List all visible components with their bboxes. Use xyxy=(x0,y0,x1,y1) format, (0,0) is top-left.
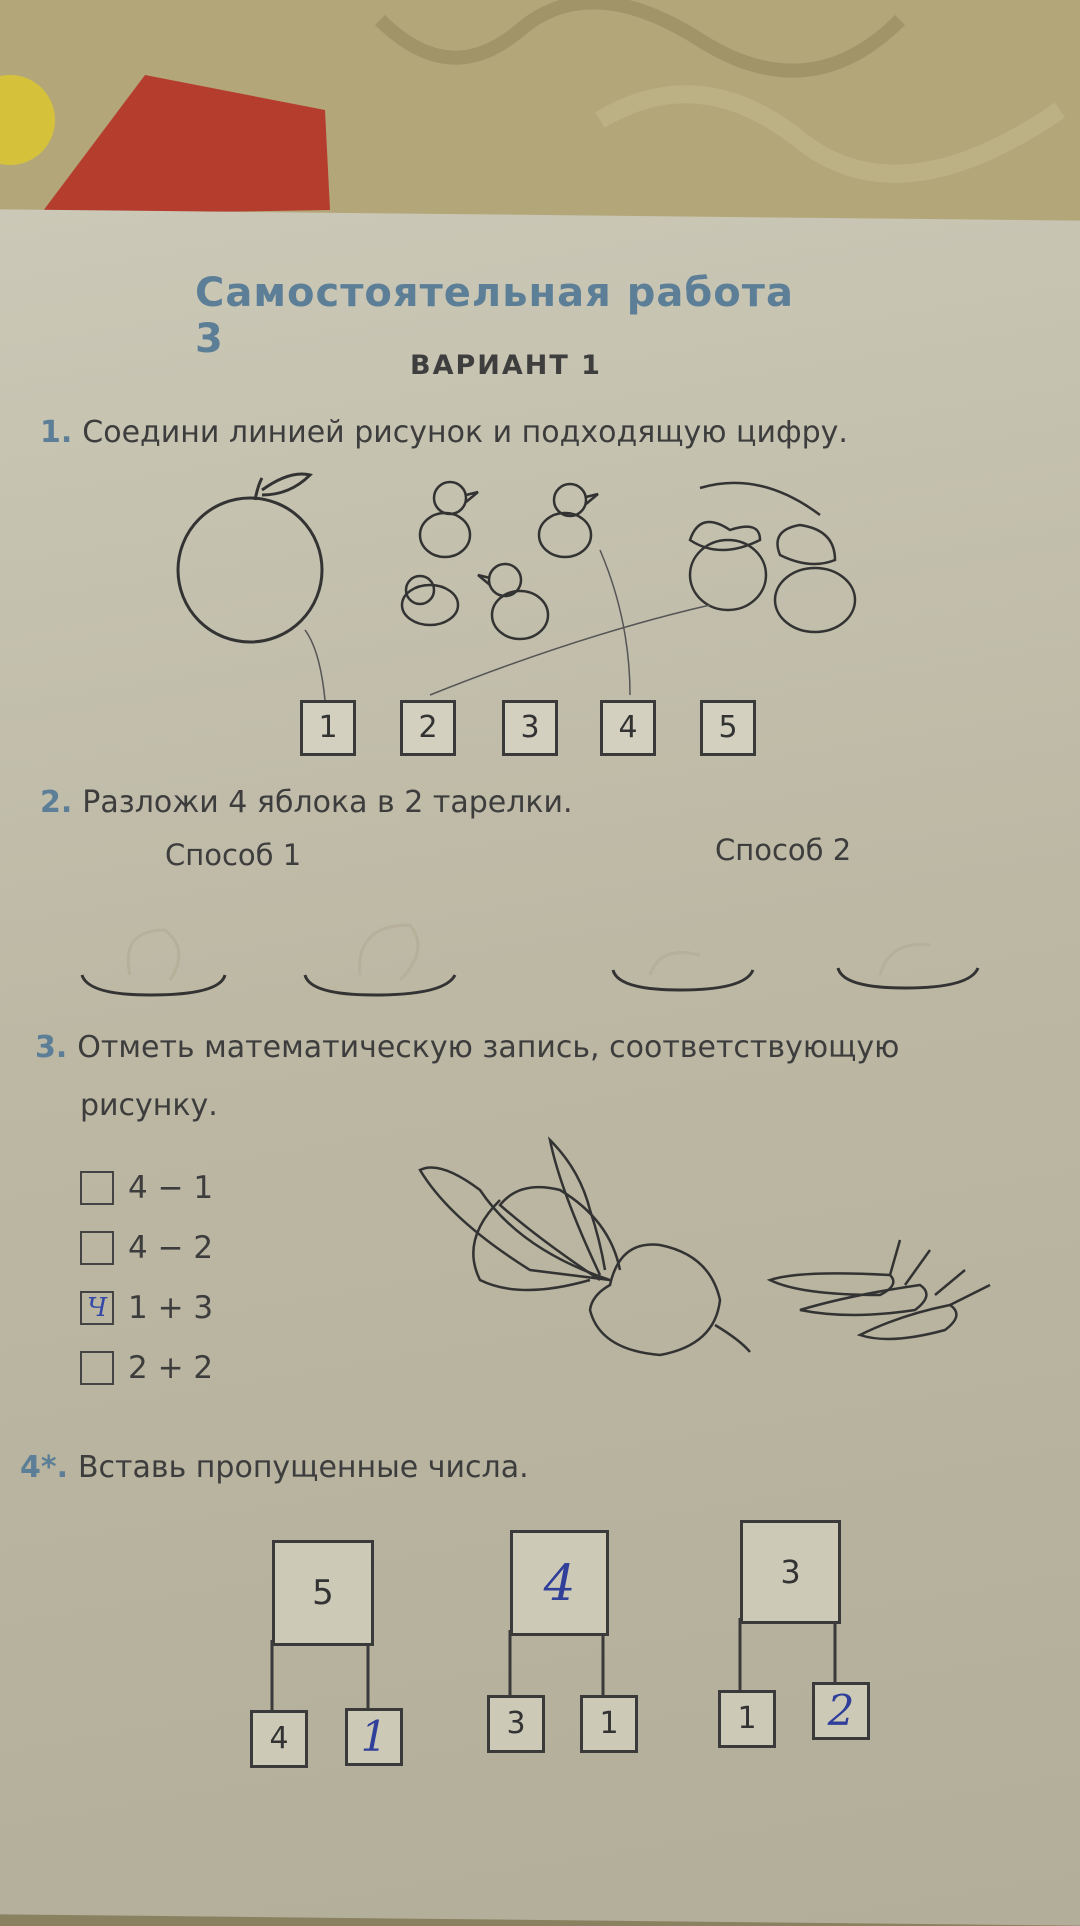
worksheet-title: Самостоятельная работа 3 xyxy=(195,270,794,362)
number-box-3[interactable]: 3 xyxy=(502,700,558,756)
task3-line2: рисунку. xyxy=(80,1088,218,1123)
checkbox-checked[interactable]: Ч xyxy=(80,1291,114,1325)
tree-right-box[interactable]: 2 xyxy=(812,1682,870,1740)
option-expression: 1 + 3 xyxy=(128,1290,214,1326)
task3-line1: Отметь математическую запись, соответствующую xyxy=(77,1030,900,1065)
task2-number: 2. xyxy=(40,785,73,820)
number-box-1[interactable]: 1 xyxy=(300,700,356,756)
number-box-5[interactable]: 5 xyxy=(700,700,756,756)
number-box-4[interactable]: 4 xyxy=(600,700,656,756)
tree-left-box[interactable]: 3 xyxy=(487,1695,545,1753)
task4-text: Вставь пропущенные числа. xyxy=(77,1450,529,1485)
task1-number: 1. xyxy=(40,415,73,450)
way2-label: Способ 2 xyxy=(715,833,852,867)
task4-number: 4*. xyxy=(20,1450,68,1485)
tree-top-box[interactable]: 3 xyxy=(740,1520,841,1624)
way1-label: Способ 1 xyxy=(165,838,302,872)
tree-left-box[interactable]: 1 xyxy=(718,1690,776,1748)
task2-text: Разложи 4 яблока в 2 тарелки. xyxy=(82,785,573,820)
number-box-2[interactable]: 2 xyxy=(400,700,456,756)
tree-left-box[interactable]: 4 xyxy=(250,1710,308,1768)
option-expression: 4 − 1 xyxy=(128,1170,214,1206)
tree-right-box[interactable]: 1 xyxy=(345,1708,403,1766)
tree-right-box[interactable]: 1 xyxy=(580,1695,638,1753)
option-expression: 4 − 2 xyxy=(128,1230,214,1266)
option-expression: 2 + 2 xyxy=(128,1350,214,1386)
tree-top-box[interactable]: 5 xyxy=(272,1540,374,1646)
variant-label: ВАРИАНТ 1 xyxy=(410,350,602,381)
task3-number: 3. xyxy=(35,1030,68,1065)
task1-text: Соедини линией рисунок и подходящую цифру. xyxy=(82,415,848,450)
tree-top-box[interactable]: 4 xyxy=(510,1530,609,1636)
